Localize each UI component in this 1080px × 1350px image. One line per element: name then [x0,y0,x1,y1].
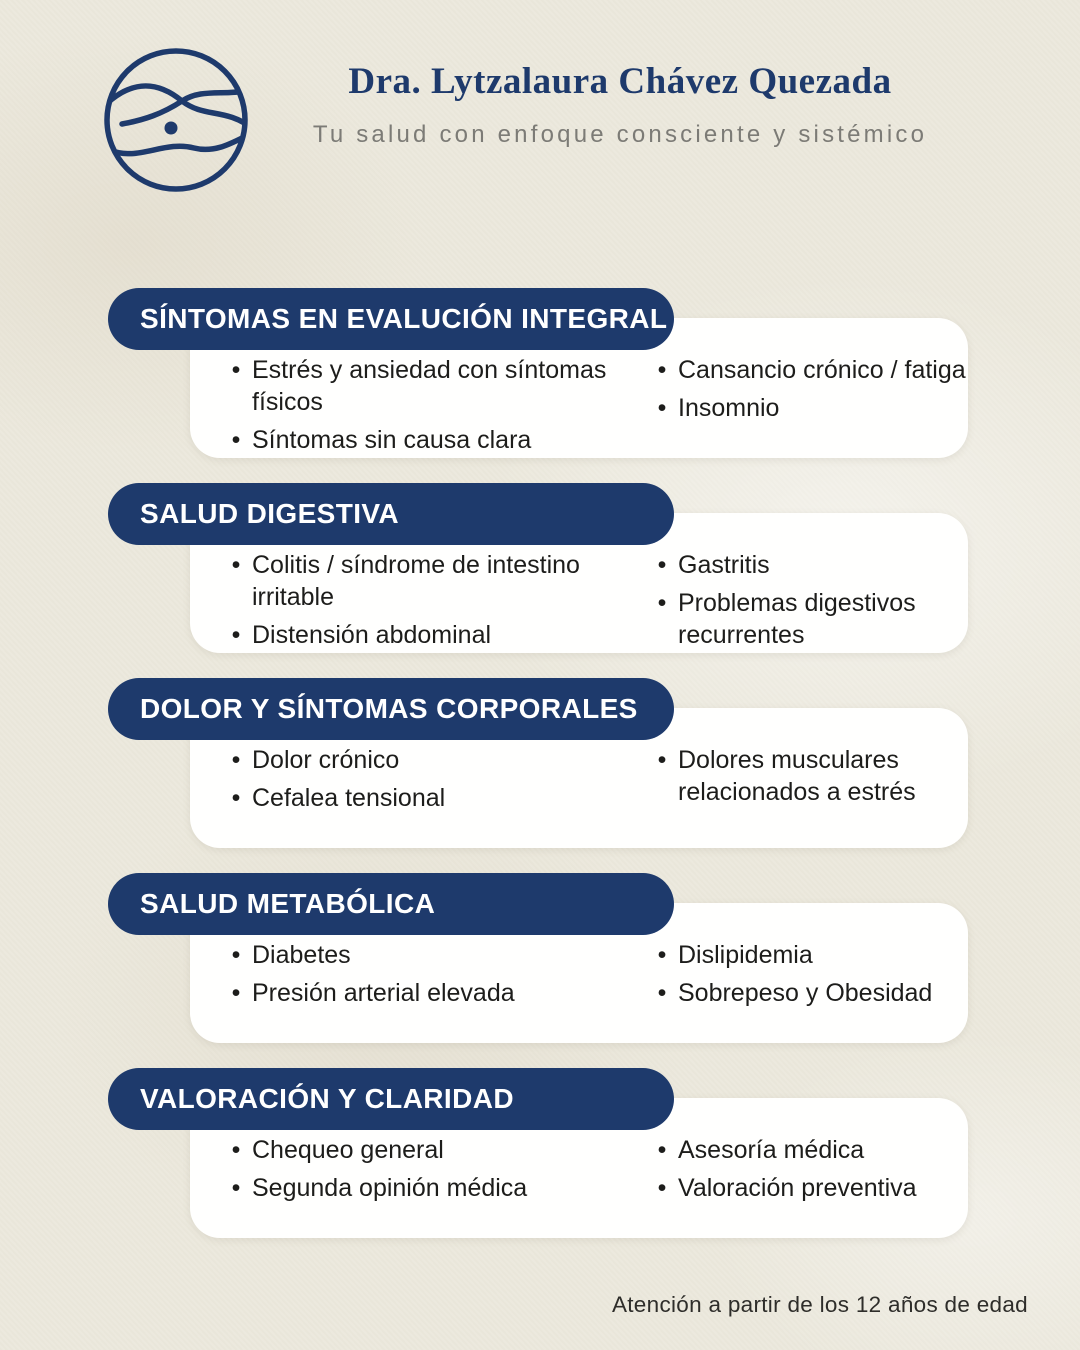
section-list [0,288,1080,1263]
list-item [226,354,630,418]
bullet-icon: • [231,941,241,969]
list-item-text: Problemas digestivos recurrentes [678,589,916,649]
bullet-column-right [652,549,970,649]
section-title: SALUD METABÓLICA [140,888,436,919]
bullet-column-left [226,1134,630,1228]
list-item-text: Sobrepeso y Obesidad [678,979,933,1007]
list-item-text: Valoración preventiva [678,1174,917,1202]
bullet-icon: • [231,1136,241,1164]
section-title-pill [108,678,674,740]
list-item [652,939,970,971]
list-item-text: Dolor crónico [252,746,400,774]
bullet-column-right [652,1134,970,1228]
bullet-icon: • [657,979,667,1007]
list-item [652,392,970,424]
list-item [652,744,970,808]
list-item [226,939,630,971]
list-item [652,549,970,581]
list-item [226,744,630,776]
list-item [652,1134,970,1166]
section-title: VALORACIÓN Y CLARIDAD [140,1083,514,1114]
list-item-text: Colitis / síndrome de intestino irritable [252,551,580,611]
list-item [226,1172,630,1204]
list-item-text: Diabetes [252,941,351,969]
bullet-icon: • [657,551,667,579]
list-item-text: Distensión abdominal [252,621,492,649]
list-item [226,549,630,613]
list-item [652,587,970,651]
bullet-icon: • [231,746,241,774]
section-title-pill [108,288,674,350]
bullet-icon: • [231,356,241,384]
list-item [652,1172,970,1204]
list-item [652,977,970,1009]
bullet-icon: • [657,394,667,422]
bullet-icon: • [231,784,241,812]
list-item [226,619,630,651]
list-item-text: Síntomas sin causa clara [252,426,532,454]
bullet-icon: • [657,1136,667,1164]
bullet-column-left [226,939,630,1033]
list-item [226,782,630,814]
header [250,60,990,149]
bullet-column-left [226,354,630,454]
section-title-pill [108,483,674,545]
section-dolor-y-sintomas-corporales [0,678,1080,848]
bullet-column-left [226,549,630,649]
bullet-icon: • [657,356,667,384]
list-item-text: Segunda opinión médica [252,1174,528,1202]
section-title: SÍNTOMAS EN EVALUCIÓN INTEGRAL [140,303,668,334]
section-salud-metabolica [0,873,1080,1043]
bullet-icon: • [657,746,667,774]
list-item-text: Gastritis [678,551,770,579]
bullet-column-right [652,744,970,838]
bullet-icon: • [657,589,667,617]
section-title: SALUD DIGESTIVA [140,498,400,529]
bullet-icon: • [231,551,241,579]
doctor-name-title: Dra. Lytzalaura Chávez Quezada [348,61,892,102]
list-item [226,977,630,1009]
list-item-text: Presión arterial elevada [252,979,515,1007]
list-item-text: Dolores musculares relacionados a estrés [678,746,916,806]
bullet-column-right [652,354,970,448]
section-title: DOLOR Y SÍNTOMAS CORPORALES [140,693,638,724]
section-sintomas-evaluacion-integral [0,288,1080,458]
section-title-pill [108,873,674,935]
bullet-icon: • [231,979,241,1007]
bullet-column-left [226,744,630,838]
wave-circle-logo-icon [100,44,252,196]
list-item-text: Cefalea tensional [252,784,446,812]
list-item-text: Chequeo general [252,1136,444,1164]
bullet-icon: • [231,1174,241,1202]
brand-tagline: Tu salud con enfoque consciente y sistémico [312,121,928,148]
bullet-icon: • [231,621,241,649]
age-note: Atención a partir de los 12 años de edad [611,1292,1028,1317]
bullet-column-right [652,939,970,1033]
bullet-icon: • [657,941,667,969]
list-item-text: Asesoría médica [678,1136,865,1164]
list-item [226,1134,630,1166]
list-item-text: Dislipidemia [678,941,813,969]
section-valoracion-y-claridad [0,1068,1080,1238]
section-title-pill [108,1068,674,1130]
bullet-icon: • [231,426,241,454]
bullet-icon: • [657,1174,667,1202]
list-item-text: Estrés y ansiedad con síntomas físicos [252,356,607,416]
list-item-text: Cansancio crónico / fatiga [678,356,966,384]
list-item [652,354,970,386]
section-salud-digestiva [0,483,1080,653]
list-item [226,424,630,456]
list-item-text: Insomnio [678,394,780,422]
